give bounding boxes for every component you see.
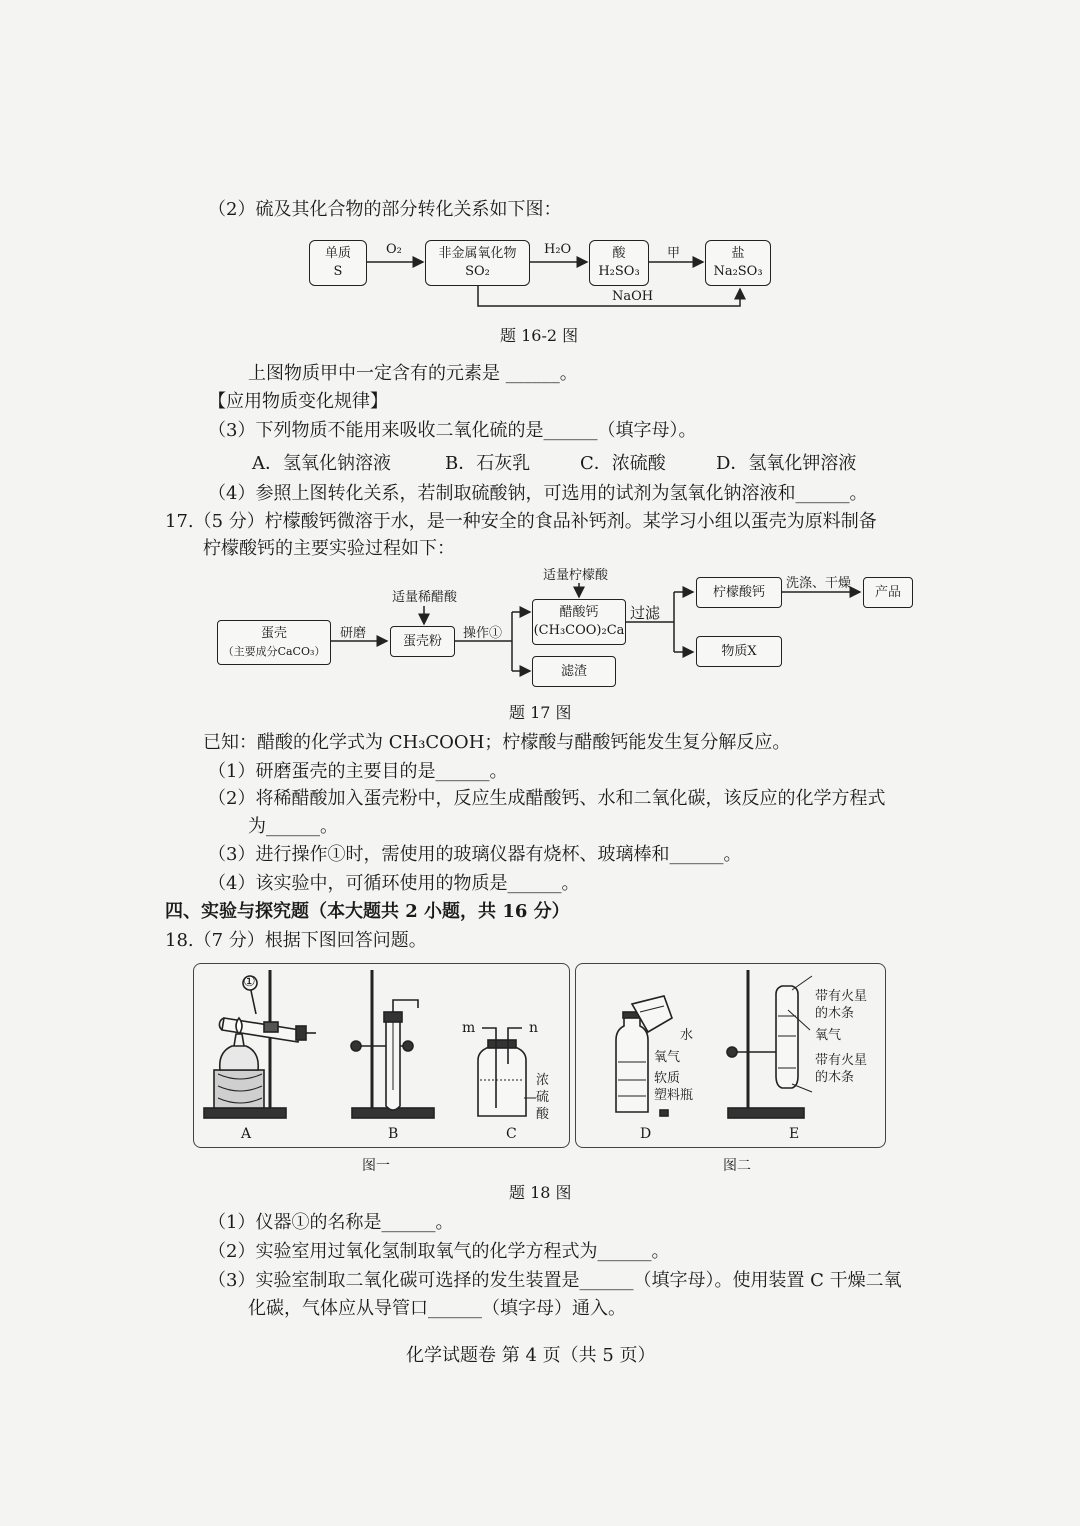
apparatus-label-e: E xyxy=(789,1126,800,1142)
figure-1-caption: 图一 xyxy=(362,1158,390,1174)
arrow-label-naoh: NaOH xyxy=(612,289,654,304)
box-formula: (CH₃COO)₂Ca xyxy=(533,623,625,638)
box-label: 酸 xyxy=(612,246,626,261)
label-oxygen-d: 氧气 xyxy=(654,1050,681,1065)
q18-sub3-line1: （3）实验室制取二氧化碳可选择的发生装置是______（填字母）。使用装置 C 干燥二氧 xyxy=(208,1270,902,1291)
acid-char: 浓 xyxy=(536,1073,550,1088)
q18-sub3-line2: 化碳，气体应从导管口______（填字母）通入。 xyxy=(248,1298,626,1319)
box-formula: S xyxy=(333,264,343,279)
section-heading-4: 四、实验与探究题（本大题共 2 小题，共 16 分） xyxy=(165,901,570,922)
bottle-label-line: 塑料瓶 xyxy=(654,1088,694,1103)
label-soft-plastic-bottle xyxy=(654,1070,693,1104)
apparatus-label-d: D xyxy=(640,1126,652,1142)
box-label: 柠檬酸钙 xyxy=(712,584,765,600)
figure-2-caption: 图二 xyxy=(723,1158,751,1174)
apparatus-label-b: B xyxy=(388,1126,399,1142)
page-footer: 化学试题卷 第 4 页（共 5 页） xyxy=(406,1345,656,1366)
bottle-label-line: 软质 xyxy=(654,1071,681,1086)
box-label: 非金属氧化物 xyxy=(438,246,517,261)
q16-part3: （3）下列物质不能用来吸收二氧化硫的是______（填字母）。 xyxy=(208,420,697,441)
label-conc-sulfuric-acid xyxy=(536,1072,549,1123)
box-formula: H₂SO₃ xyxy=(598,264,640,279)
tube-port-m: m xyxy=(462,1020,476,1036)
apparatus-label-c: C xyxy=(506,1126,517,1142)
box-label: 单质 xyxy=(324,246,351,261)
box-label: 醋酸钙 xyxy=(559,605,599,620)
figure-caption-18: 题 18 图 xyxy=(509,1183,572,1202)
splint-label-line: 带有火星 xyxy=(815,1053,868,1068)
instrument-1-marker: ① xyxy=(243,974,256,990)
label-water: 水 xyxy=(680,1028,694,1043)
arrow-label-wash-dry: 洗涤、干燥 xyxy=(786,576,852,591)
q16-part2-intro: （2）硫及其化合物的部分转化关系如下图： xyxy=(208,199,562,220)
box-formula: Na₂SO₃ xyxy=(713,264,763,279)
option-d: D．氢氧化钾溶液 xyxy=(716,453,857,474)
q16-part2-question: 上图物质甲中一定含有的元素是 ______。 xyxy=(248,363,578,384)
acid-char: 硫 xyxy=(536,1090,550,1105)
q18-sub1: （1）仪器①的名称是______。 xyxy=(208,1212,454,1233)
arrow-label-grind: 研磨 xyxy=(340,626,367,641)
apparatus-label-a: A xyxy=(241,1126,252,1142)
box-label: 产品 xyxy=(874,584,901,600)
q16-part4: （4）参照上图转化关系，若制取硫酸钠，可选用的试剂为氢氧化钠溶液和______。 xyxy=(208,483,868,504)
arrow-label-op1: 操作① xyxy=(463,626,503,641)
splint-label-line: 带有火星 xyxy=(815,989,868,1004)
q17-intro-line1: 17.（5 分）柠檬酸钙微溶于水，是一种安全的食品补钙剂。某学习小组以蛋壳为原料制备 xyxy=(165,511,877,532)
box-label: 滤渣 xyxy=(560,663,587,679)
box-formula: SO₂ xyxy=(465,264,490,279)
q17-known: 已知：醋酸的化学式为 CH₃COOH；柠檬酸与醋酸钙能发生复分解反应。 xyxy=(203,732,791,753)
box-label: 蛋壳 xyxy=(260,625,287,641)
box-subtitle: （主要成分CaCO₃） xyxy=(222,644,326,658)
figure-caption-16-2: 题 16-2 图 xyxy=(500,326,579,345)
box-label: 物质X xyxy=(721,643,757,659)
q17-sub3: （3）进行操作①时，需使用的玻璃仪器有烧杯、玻璃棒和______。 xyxy=(208,844,742,865)
q17-sub1: （1）研磨蛋壳的主要目的是______。 xyxy=(208,761,508,782)
arrow-label-jia: 甲 xyxy=(667,246,681,261)
arrow-label-filter: 过滤 xyxy=(630,604,661,622)
label-oxygen-e: 氧气 xyxy=(815,1028,842,1043)
section-heading-apply: 【应用物质变化规律】 xyxy=(208,391,388,412)
label-glowing-splint-top xyxy=(815,988,867,1022)
box-label: 蛋壳粉 xyxy=(402,633,442,649)
box-label: 盐 xyxy=(731,246,745,261)
arrow-label-h2o: H₂O xyxy=(544,242,572,257)
q17-sub4: （4）该实验中，可循环使用的物质是______。 xyxy=(208,873,580,894)
tube-port-n: n xyxy=(529,1020,539,1036)
q17-sub2-line2: 为______。 xyxy=(248,816,338,837)
q17-intro-line2: 柠檬酸钙的主要实验过程如下： xyxy=(203,538,455,559)
label-dilute-acetic: 适量稀醋酸 xyxy=(392,590,458,605)
splint-label-line: 的木条 xyxy=(815,1070,855,1085)
arrow-label-o2: O₂ xyxy=(386,242,402,257)
option-c: C．浓硫酸 xyxy=(580,453,666,474)
q18-sub2: （2）实验室用过氧化氢制取氧气的化学方程式为______。 xyxy=(208,1241,670,1262)
q18-intro: 18.（7 分）根据下图回答问题。 xyxy=(165,930,427,951)
option-b: B．石灰乳 xyxy=(445,453,531,474)
figure-caption-17: 题 17 图 xyxy=(509,703,572,722)
label-citric-acid: 适量柠檬酸 xyxy=(543,568,609,583)
option-a: A．氢氧化钠溶液 xyxy=(252,453,391,474)
q17-sub2-line1: （2）将稀醋酸加入蛋壳粉中，反应生成醋酸钙、水和二氧化碳，该反应的化学方程式 xyxy=(208,788,886,809)
label-glowing-splint-bottom xyxy=(815,1052,867,1086)
acid-char: 酸 xyxy=(536,1107,550,1122)
splint-label-line: 的木条 xyxy=(815,1006,855,1021)
